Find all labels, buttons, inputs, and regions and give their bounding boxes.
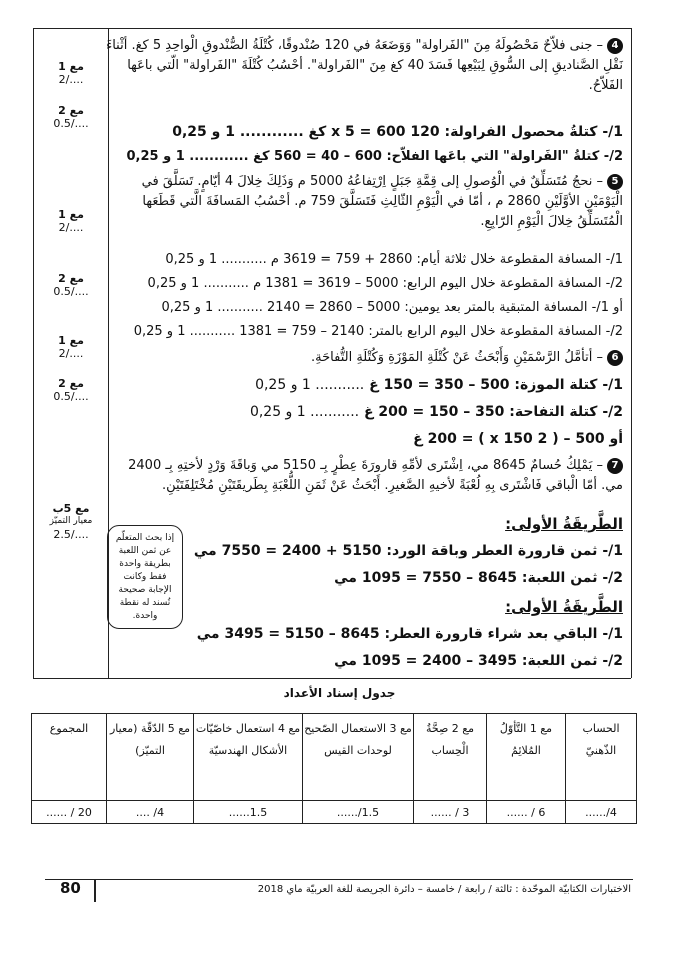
exercise-number-badge: 5 <box>607 174 623 190</box>
mark-allocation: ........... 1 و 0,25 <box>165 252 267 267</box>
exercise-6-answer-2 <box>209 402 623 422</box>
exercise-number-badge: 4 <box>607 38 623 54</box>
answer-text: 1/- كتلة الموزة: 500 – 350 = 150 غ <box>369 377 623 393</box>
mark-allocation: ........... 1 و 0,25 <box>133 324 236 339</box>
exercise-number-badge: 6 <box>607 350 623 366</box>
exercise-statement-text: – أتأمَّلُ الرَّسْمَيْنِ وَأَبْحَثُ عَنْ كُتْلَةِ المَوْزَةِ وَكُتْلَةِ التُّفاحَةِ. <box>311 350 603 365</box>
score-ex5-crit2 <box>38 272 104 298</box>
page-number: 80 <box>60 879 81 897</box>
method-1-answer-1: 1/- ثمن قارورة العطر وباقة الورد: 5150 + 2400 = 7550 مي <box>193 543 623 559</box>
exercise-5-answer-2 <box>99 274 623 294</box>
exercise-number-badge: 7 <box>607 458 623 474</box>
frame-top-border <box>33 28 631 29</box>
frame-left-border <box>33 28 34 678</box>
score-points: 0.5/.... <box>53 117 89 130</box>
value-mental-calc: 4/...... <box>566 801 637 824</box>
answer-text: أو 500 – ( 2 x 150 ) = 200 غ <box>413 431 623 447</box>
mark-allocation: ........... 1 و 0,25 <box>255 377 365 393</box>
answer-text: 2/- المسافة المقطوعة خلال اليوم الرابع: 5000 – 3619 = 1381 م <box>253 276 623 291</box>
grading-table-header-row <box>32 714 637 801</box>
score-points: 2/.... <box>58 347 84 360</box>
exercise-5-statement <box>105 172 623 232</box>
exercise-5-answer-1 <box>117 250 623 270</box>
score-points: 2.5/.... <box>53 528 89 541</box>
exercise-4-answer-2 <box>99 147 623 167</box>
answer-text: 1/- كتلةُ محصول الفراولة: 120 x 5 = 600 كغ <box>308 124 623 140</box>
exercise-6-answer-3 <box>413 429 623 449</box>
criterion-label: مع 5ب <box>52 502 90 515</box>
page-number-bar <box>94 880 96 902</box>
grading-table-title: جدول إسناد الأعداد <box>283 686 396 700</box>
score-ex4-crit2 <box>38 104 104 130</box>
score-ex4-crit1 <box>38 60 104 86</box>
score-points: 2/.... <box>58 73 84 86</box>
score-points: 0.5/.... <box>53 390 89 403</box>
header-total: المجموع <box>32 714 107 801</box>
frame-bottom-border <box>33 678 631 679</box>
score-points: 0.5/.... <box>53 285 89 298</box>
exercise-5-answer-3 <box>113 298 623 318</box>
exercise-statement-text: – نحجُ مُتَسَلِّقٌ في الْوُصولِ إلى قِمَّةِ جَبَلٍ اِرْتِفاعُهُ 5000 م وَذَلِكَ خِلالَ 4 أيّامٍ. تَسَلَّقَ في الْيَوْمَيْنِ الأوَّلَيْنِ 2860 م ، أمّا في الْيَوْمِ الثّالِثِ فَتَسَلَّقَ 759 م. أحْسُبُ المَسافَةَ الَّتي قَطَعَها الْمُتَسَلِّقُ خِلالَ الْيَوْمِ الرّابِعِ. <box>141 174 623 229</box>
exercise-6-statement <box>311 348 623 368</box>
mark-allocation: ........... 1 و 0,25 <box>161 300 263 315</box>
method-2-heading: الطَّريقَةُ الأولى: <box>505 598 623 616</box>
score-points: 2/.... <box>58 221 84 234</box>
method-2-answer-2: 2/- ثمن اللعبة: 3495 – 2400 = 1095 مي <box>334 653 623 669</box>
answer-text: أو 1/- المسافة المتبقية بالمتر بعد يومين: 5000 – 2860 = 2140 <box>267 300 623 315</box>
grading-table-values-row <box>32 801 637 824</box>
exercise-6-answer-1 <box>214 375 623 395</box>
mark-allocation: ............ 1 و 0,25 <box>126 149 249 164</box>
header-crit-1: مع 1 التَّأوّلُ المُلائِمُ <box>487 714 566 801</box>
answer-text: 2/- كتلة التفاحة: 350 – 150 = 200 غ <box>363 404 623 420</box>
value-crit-4: 1.5...... <box>194 801 303 824</box>
criterion-label: مع 1 <box>58 334 84 347</box>
exercise-statement-text: – جنى فلاّحٌ مَحْصُولَهُ مِنَ "الفَراولة" وَوَضَعَهُ في 120 صُنْدوقًا، كُتْلَةُ الصُّنْدوقِ الْواحِدِ 5 كغ. أثْناءَ نَقْلِ الصَّناديقِ إلى السُّوقِ لِبَيْعِها فَسَدَ 40 كغ مِنَ "الفَراولة". أحْسُبُ كُتْلَةَ "الفَراولة" الّتي باعَها الفَلاّحُ. <box>106 38 623 93</box>
answer-text: 1/- المسافة المقطوعة خلال ثلاثة أيام: 2860 + 759 = 3619 م <box>270 252 623 267</box>
exercise-4-statement <box>105 36 623 96</box>
method-1-heading: الطَّريقَةُ الأولى: <box>505 515 623 533</box>
value-crit-2: 3 / ...... <box>414 801 487 824</box>
mark-allocation: ........... 1 و 0,25 <box>147 276 249 291</box>
exercise-5-answer-4 <box>85 322 623 342</box>
header-crit-3: مع 3 الاستعمال الصّحيح لوحدات القيس <box>303 714 414 801</box>
header-crit-5: مع 5 الدّقّة (معيار التميّز) <box>107 714 194 801</box>
criterion-sub-label: معيار التميّز <box>49 516 93 526</box>
frame-right-border <box>631 28 632 678</box>
criterion-label: مع 2 <box>58 377 84 390</box>
criterion-label: مع 1 <box>58 208 84 221</box>
answer-text: 2/- المسافة المقطوعة خلال اليوم الرابع بالمتر: 2140 – 759 = 1381 <box>239 324 623 339</box>
header-mental-calc: الحساب الذّهنيّ <box>566 714 637 801</box>
value-crit-3: 1.5/...... <box>303 801 414 824</box>
criterion-label: مع 1 <box>58 60 84 73</box>
method-1-answer-2: 2/- ثمن اللعبة: 8645 – 7550 = 1095 مي <box>334 570 623 586</box>
grading-note-box: إذا بحث المتعلّم عن ثمن اللعبة بطريقة واحدة فقط وكانت الإجابة صحيحة تُسند له نقطة واحدة. <box>107 525 183 629</box>
score-ex6-crit2 <box>38 377 104 403</box>
method-2-answer-1: 1/- الباقي بعد شراء قارورة العطر: 8645 – 5150 = 3495 مي <box>196 626 623 642</box>
answer-text: 2/- كتلةُ "الفَراولة" التي باعَها الفلاّح: 600 – 40 = 560 كغ <box>253 149 623 164</box>
value-total: 20 / ...... <box>32 801 107 824</box>
criterion-label: مع 2 <box>58 104 84 117</box>
header-crit-2: مع 2 صِحَّةُ الْحِساب <box>414 714 487 801</box>
grading-table <box>31 713 637 824</box>
exercise-4-answer-1 <box>154 122 623 142</box>
exercise-7-statement <box>105 456 623 496</box>
score-ex5-crit1 <box>38 208 104 234</box>
value-crit-5: 4/ .... <box>107 801 194 824</box>
mark-allocation: ........... 1 و 0,25 <box>249 404 360 420</box>
score-ex7-crit5b <box>38 502 104 541</box>
header-crit-4: مع 4 استعمال خاصّيّات الأشكال الهندسيّة <box>194 714 303 801</box>
value-crit-1: 6 / ...... <box>487 801 566 824</box>
criterion-label: مع 2 <box>58 272 84 285</box>
footer-divider <box>45 879 633 880</box>
footer-text: الاختبارات الكتابيّة الموحّدة : ثالثة / رابعة / خامسة – دائرة الجريصة للغة العربيّة ماي 2018 <box>257 884 631 895</box>
exercise-statement-text: – يَمْلِكُ حُسامٌ 8645 مي، اِشْتَرى لأمِّهِ قارورَةَ عِطْرٍ بِـ 5150 مي وَباقَةَ وَرْدٍ لأختِهِ بِـ 2400 مي. أمّا الْباقي فَاشْتَرى بِهِ لُعْبَةً لأخيهِ الصَّغيرِ. أَبْحَثُ عَنْ ثَمَنِ اللُّعْبَةِ بِطَريقَتَيْنِ مُخْتَلِفَتَيْنِ. <box>128 458 623 493</box>
mark-allocation: ............ 1 و 0,25 <box>172 124 304 140</box>
